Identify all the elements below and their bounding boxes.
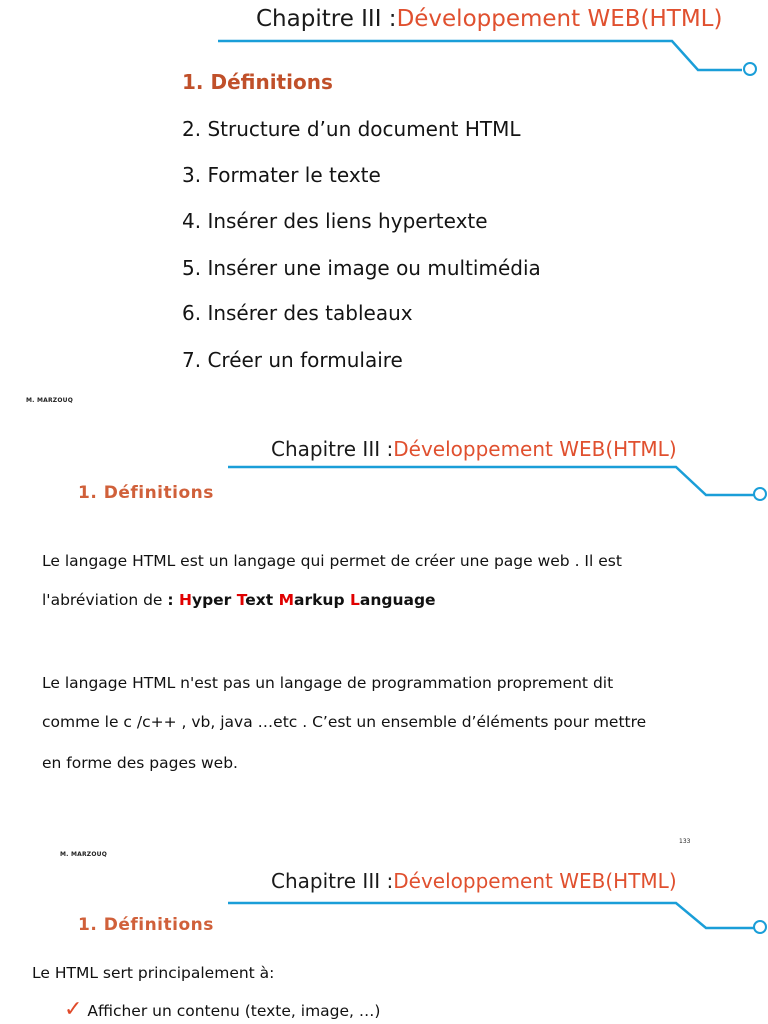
toc-item-5: 5. Insérer une image ou multimédia bbox=[182, 256, 541, 280]
slide-toc bbox=[0, 0, 768, 410]
toc-item-3: 3. Formater le texte bbox=[182, 163, 381, 187]
page-number: 133 bbox=[679, 838, 691, 845]
toc-item-6: 6. Insérer des tableaux bbox=[182, 301, 413, 325]
slide-definitions bbox=[0, 410, 768, 860]
slide-title: Chapitre III :Développement WEB(HTML) bbox=[256, 6, 723, 32]
author-label: M. MARZOUQ bbox=[60, 851, 107, 858]
toc-item-7: 7. Créer un formulaire bbox=[182, 348, 403, 372]
paragraph-line: en forme des pages web. bbox=[42, 754, 238, 772]
section-heading: 1. Définitions bbox=[78, 483, 214, 503]
toc-item-2: 2. Structure d’un document HTML bbox=[182, 117, 521, 141]
paragraph-line-abbreviation: l'abréviation de : Hyper Text Markup Language bbox=[42, 591, 436, 609]
intro-line: Le HTML sert principalement à: bbox=[32, 964, 275, 982]
paragraph-line: comme le c /c++ , vb, java …etc . C’est un ensemble d’éléments pour mettre bbox=[42, 713, 647, 731]
bullet-item: ✓ Afficher un contenu (texte, image, …) bbox=[64, 997, 381, 1022]
author-label: M. MARZOUQ bbox=[26, 397, 73, 404]
paragraph-line: Le langage HTML est un langage qui permet de créer une page web . Il est bbox=[42, 552, 622, 570]
paragraph-line: Le langage HTML n'est pas un langage de programmation proprement dit bbox=[42, 674, 614, 692]
section-heading: 1. Définitions bbox=[78, 915, 214, 935]
slide-title: Chapitre III :Développement WEB(HTML) bbox=[271, 437, 677, 461]
toc-item-1: 1. Définitions bbox=[182, 70, 333, 94]
toc-item-4: 4. Insérer des liens hypertexte bbox=[182, 209, 488, 233]
checkmark-icon: ✓ bbox=[64, 997, 83, 1022]
slide-definitions-usage bbox=[0, 860, 768, 1024]
slide-title: Chapitre III :Développement WEB(HTML) bbox=[271, 869, 677, 893]
